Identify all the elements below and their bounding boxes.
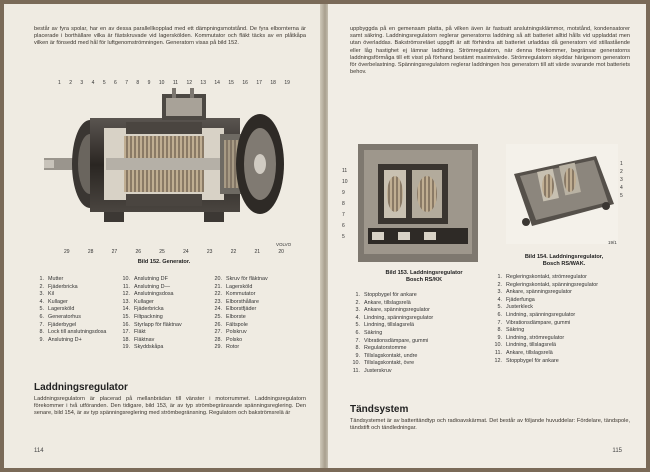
legend-item-label: Tillslagskontakt, undre [364, 352, 418, 359]
legend-item-label: Anslutning DF [134, 276, 168, 282]
legend-item [210, 329, 268, 337]
callout-number: 8 [136, 80, 140, 86]
figure-154-callouts [620, 160, 623, 200]
legend-item [32, 337, 106, 345]
callout-number: 26 [135, 249, 141, 255]
legend-item-number: 1. [39, 276, 44, 282]
legend-item-number: 9. [497, 334, 502, 341]
legend-item-label: Justerkleck [506, 304, 533, 311]
callout-number: 14 [214, 80, 220, 86]
legend-item [348, 315, 433, 323]
legend-item-number: 12. [494, 357, 502, 364]
legend-item [490, 342, 598, 350]
legend-item-number: 27. [214, 329, 222, 336]
callout-number: 11 [172, 80, 179, 86]
legend-item-number: 6. [39, 313, 44, 320]
legend-item [348, 300, 433, 308]
legend-item-number: 9. [355, 352, 360, 359]
callout-number: 17 [256, 80, 262, 86]
legend-item [348, 345, 433, 353]
legend-item [210, 291, 268, 299]
left-page [4, 4, 322, 468]
page-number-right: 115 [612, 448, 622, 454]
legend-item [210, 284, 268, 292]
legend-item [348, 292, 433, 300]
legend-item-number: 4. [497, 296, 502, 303]
laddningsregulator-heading: Laddningsregulator [34, 382, 128, 393]
legend-item [490, 274, 598, 282]
figure-154-code: 19/1 [608, 240, 617, 245]
legend-item-number: 2. [39, 283, 44, 290]
legend-item-label: Lock till anslutningsdosa [48, 329, 107, 336]
legend-item [210, 322, 268, 330]
legend-item-number: 11. [494, 349, 502, 356]
legend-item-label: Elborste [226, 313, 246, 320]
legend-item-number: 13. [122, 298, 130, 305]
legend-item-number: 3. [39, 291, 44, 298]
callout-number: 4 [620, 185, 623, 191]
legend-item-label: Lindning, spänningsregulator [506, 311, 576, 318]
legend-item-label: Lindning, strömregulator [506, 334, 565, 341]
figure-154-legend [490, 274, 598, 365]
legend-item-label: Lindning, spänningsregulator [364, 314, 434, 321]
legend-item [32, 306, 106, 314]
legend-item-label: Styrlapp för fläktnav [134, 321, 182, 328]
regulator-rs-wak-photo [506, 144, 618, 244]
figure-152-caption: Bild 152. Generator. [137, 259, 191, 265]
legend-item-label: Anslutningsdosa [134, 291, 174, 298]
legend-item [118, 306, 182, 314]
legend-item-label: Lagersköld [48, 306, 75, 313]
legend-item-label: Stoppbygel för ankare [506, 357, 559, 364]
legend-item-label: Stoppbygel för ankare [364, 292, 417, 298]
legend-item-label: Lindning, tillslagsrelä [364, 322, 415, 329]
legend-item-number: 2. [497, 281, 502, 288]
legend-item-label: Kil [48, 291, 54, 298]
legend-item-number: 5. [355, 322, 360, 329]
legend-item-label: Fjäderbricka [48, 283, 78, 290]
legend-item [118, 314, 182, 322]
callout-number: 20 [278, 249, 284, 255]
legend-column-2 [118, 276, 182, 352]
callouts-top [58, 80, 290, 86]
legend-item [32, 322, 106, 330]
legend-item-label: Justerskruv [364, 367, 392, 374]
figure-153-caption: Bild 153. Laddningsregulator Bosch RS/KK [385, 270, 463, 283]
callout-number: 12 [186, 80, 192, 86]
figure-153-legend [348, 292, 433, 376]
callout-number: 6 [342, 223, 345, 229]
legend-item [348, 322, 433, 330]
callout-number: 8 [342, 201, 345, 207]
left-intro-text: består av fyra spolar, har en av dessa parallellkopplad med ett dämpningsmotstånd. De fyra elbornterna är placerade i borthällare vilka är fästskruvade vid lagerskölden. Kommutator och fläkt täcks av en plåtkåpa vilken är fönsedd med hål för luftgenomströmningen. Generatorn visas på bild 152. [34, 26, 306, 47]
legend-item-number: 3. [355, 307, 360, 314]
legend-item-label: Fläkt [134, 329, 146, 336]
legend-item [490, 350, 598, 358]
book-spread [4, 4, 646, 468]
legend-item-label: Ankare, spänningsregulator [506, 289, 572, 296]
legend-item-label: Regulatorstomme [364, 345, 407, 352]
figure-153-callouts [342, 166, 348, 243]
callout-number: 28 [87, 249, 94, 255]
callout-number: 10 [342, 179, 348, 185]
callout-number: 9 [342, 190, 345, 196]
legend-item [348, 360, 433, 368]
legend-item [118, 299, 182, 307]
legend-item-label: Filtpackning [134, 313, 163, 320]
laddningsregulator-text: Laddningsregulatorn är placerad på mellanbrädan till vänster i motorrummet. Laddningsregulatorn förekommer i två utföranden. Den tidigare, bild 153, är av typ strömbegränsande spänningsreglering. Den senare, bild 154, är av typ spänningsreglering med strömbegränsning. Regulatorn och bakströmsrelä är [34, 396, 306, 417]
callout-number: 19 [284, 80, 290, 86]
legend-item-number: 7. [39, 321, 44, 328]
legend-item-number: 12. [122, 291, 130, 298]
regulator-rs-kk-photo [358, 144, 478, 262]
callout-number: 6 [114, 80, 117, 86]
legend-item-label: Kullager [48, 298, 68, 305]
legend-item-label: Ankare, tillslagsrelä [506, 349, 553, 356]
legend-item-number: 14. [122, 306, 130, 313]
legend-item-number: 22. [214, 291, 222, 298]
legend-item-number: 1. [497, 274, 502, 280]
legend-item-label: Elborsthållare [226, 298, 259, 305]
legend-item [490, 335, 598, 343]
legend-item-number: 19. [122, 344, 130, 351]
legend-item [118, 276, 182, 284]
callout-number: 1 [58, 80, 61, 86]
legend-item-label: Säkring [364, 329, 383, 336]
legend-item-number: 9. [39, 336, 44, 343]
callouts-bottom [64, 249, 284, 255]
legend-item-number: 28. [214, 336, 222, 343]
legend-item-label: Regleringskontakt, strömregulator [506, 274, 587, 280]
legend-item-number: 10. [122, 276, 130, 282]
legend-item-label: Regleringskontakt, spänningsregulator [506, 281, 598, 288]
legend-item [490, 312, 598, 320]
legend-item-label: Anslutning D+ [48, 336, 82, 343]
legend-item [490, 304, 598, 312]
callout-number: 3 [80, 80, 84, 86]
legend-item-label: Anslutning D— [134, 283, 170, 290]
legend-item [32, 276, 106, 284]
callout-number: 16 [242, 80, 248, 86]
legend-item-number: 29. [214, 344, 222, 351]
legend-item-label: Fältspole [226, 321, 248, 328]
legend-item-label: Elborstfjäder [226, 306, 257, 313]
legend-item [118, 329, 182, 337]
legend-item-number: 21. [214, 283, 222, 290]
legend-item-number: 8. [355, 345, 360, 352]
callout-number: 23 [206, 249, 213, 255]
legend-column-3 [210, 276, 268, 352]
legend-item-label: Polskruv [226, 329, 247, 336]
legend-item-label: Kommutator [226, 291, 256, 298]
legend-item [32, 329, 106, 337]
legend-item [118, 291, 182, 299]
legend-item [490, 327, 598, 335]
right-intro-text: uppbyggda på en gemensam platta, på vilken även är fastsatt anslutningsklämmor, motstånd, kondensatorer samt säkring. Laddningsregulatorn reglerar generatorns laddning så att batteriet alltid hålls vid uppladdat men utan överladdas. Bakströmsreläet uppgift är att förhindra att batteriet urladdas då generatorn vid stillastående eller låg hastighet ej lämnar laddning. Strömregulatorn, när denna förekommer, begränsar generatorns laddningsförmåga till ett visst på förhand bestämt maximivärde. Strömregulatorn skyddar härigenom generatorn för överbelastning. Spänningsregulatorn reglerar laddningen hos generatorn till att värde svarande mot batteriets behov. [350, 26, 630, 76]
callout-number: 15 [228, 80, 234, 86]
legend-item-label: Generatorhus [48, 313, 81, 320]
legend-item-number: 5. [39, 306, 44, 313]
legend-item-label: Kullager [134, 298, 154, 305]
tandsystem-heading: Tändsystem [350, 404, 409, 415]
legend-item-number: 8. [497, 327, 502, 334]
callout-number: 5 [342, 234, 345, 240]
callout-number: 5 [102, 80, 106, 86]
legend-item [348, 330, 433, 338]
legend-item-number: 17. [122, 329, 130, 336]
legend-item [490, 320, 598, 328]
legend-item-number: 3. [497, 289, 502, 296]
legend-item [490, 282, 598, 290]
callout-number: 11 [342, 168, 348, 174]
legend-item [32, 314, 106, 322]
legend-item-label: Lindning, tillslagsrelä [506, 342, 557, 349]
legend-item [348, 307, 433, 315]
legend-item [210, 344, 268, 352]
legend-item [118, 344, 182, 352]
legend-item-label: Fläktnav [134, 336, 155, 343]
callout-number: 10 [158, 80, 165, 86]
figure-154-caption: Bild 154. Laddningsregulator, Bosch RS/WAK. [524, 254, 604, 267]
legend-item-number: 5. [497, 304, 502, 311]
legend-item-label: Ankare, tillslagsrelä [364, 299, 411, 306]
callout-number: 7 [342, 212, 345, 218]
legend-item-label: Fjäderbricka [134, 306, 164, 313]
legend-item-number: 25. [214, 313, 222, 320]
legend-item-number: 18. [122, 336, 130, 343]
legend-item [348, 338, 433, 346]
legend-item-label: Rotor [226, 344, 240, 351]
legend-item [118, 322, 182, 330]
legend-item-number: 10. [494, 342, 502, 349]
volvo-brand-mark: VOLVO [276, 242, 292, 247]
legend-item-label: Vibrationsdämpare, gummi [364, 337, 429, 344]
legend-item-number: 2. [355, 299, 360, 306]
legend-item-label: Ankare, spänningsregulator [364, 307, 430, 314]
legend-column-1 [32, 276, 106, 344]
legend-item [118, 284, 182, 292]
legend-item-number: 1. [355, 292, 360, 298]
callout-number: 21 [254, 249, 261, 255]
legend-item [210, 306, 268, 314]
legend-item-number: 4. [39, 298, 44, 305]
callout-number: 4 [91, 80, 95, 86]
callout-number: 25 [159, 249, 165, 255]
legend-item-label: Lagersköld [226, 283, 253, 290]
callout-number: 1 [620, 161, 623, 167]
legend-item [490, 358, 598, 366]
callout-number: 29 [64, 249, 70, 255]
legend-item [210, 276, 268, 284]
legend-item-number: 26. [214, 321, 222, 328]
legend-item-number: 20. [214, 276, 222, 282]
legend-item-number: 7. [355, 337, 360, 344]
page-number-left: 114 [34, 448, 44, 454]
legend-item-number: 23. [214, 298, 222, 305]
legend-item [210, 299, 268, 307]
right-page [328, 4, 646, 468]
callout-number: 22 [230, 249, 237, 255]
callout-number: 3 [620, 177, 623, 183]
callout-number: 2 [620, 169, 623, 175]
legend-item-label: Säkring [506, 327, 525, 334]
legend-item-number: 15. [122, 313, 130, 320]
callout-number: 2 [69, 80, 72, 86]
legend-item-label: Polsko [226, 336, 243, 343]
legend-item-label: Fjäderbygel [48, 321, 77, 328]
legend-item [348, 368, 433, 376]
legend-item-label: Tillslagskontakt, övre [364, 360, 415, 367]
callout-number: 13 [200, 80, 206, 86]
legend-item-number: 6. [497, 311, 502, 318]
legend-item-number: 6. [355, 329, 360, 336]
legend-item-label: Skruv för fläktnav [226, 276, 268, 282]
legend-item-label: Mutter [48, 276, 64, 282]
legend-item [490, 289, 598, 297]
legend-item [490, 297, 598, 305]
legend-item [348, 353, 433, 361]
callout-number: 9 [147, 80, 151, 86]
callout-number: 7 [125, 80, 128, 86]
legend-item-label: Skyddskåpa [134, 344, 164, 351]
callout-number: 5 [620, 193, 623, 199]
legend-item-label: Vibrationsdämpare, gummi [506, 319, 571, 326]
legend-item [210, 337, 268, 345]
legend-item [32, 291, 106, 299]
callout-number: 24 [183, 249, 189, 255]
legend-item-number: 10. [352, 360, 360, 367]
callout-number: 27 [111, 249, 118, 255]
legend-item-number: 11. [352, 367, 360, 374]
legend-item-number: 7. [497, 319, 502, 326]
tandsystem-text: Tändsystemet är av batteritändtyp och radioavskärmat. Det består av följande huvuddelar: Fördelare, tändspole, tändstift och tändledningar. [350, 418, 630, 432]
legend-item-number: 8. [39, 329, 44, 336]
legend-item [32, 284, 106, 292]
legend-item-number: 16. [122, 321, 130, 328]
legend-item [32, 299, 106, 307]
legend-item-label: Fjäderfunga [506, 296, 535, 303]
callout-number: 18 [270, 80, 276, 86]
legend-item-number: 24. [214, 306, 222, 313]
legend-item-number: 11. [122, 283, 130, 290]
legend-item [210, 314, 268, 322]
generator-illustration [44, 88, 304, 248]
legend-item-number: 4. [355, 314, 360, 321]
